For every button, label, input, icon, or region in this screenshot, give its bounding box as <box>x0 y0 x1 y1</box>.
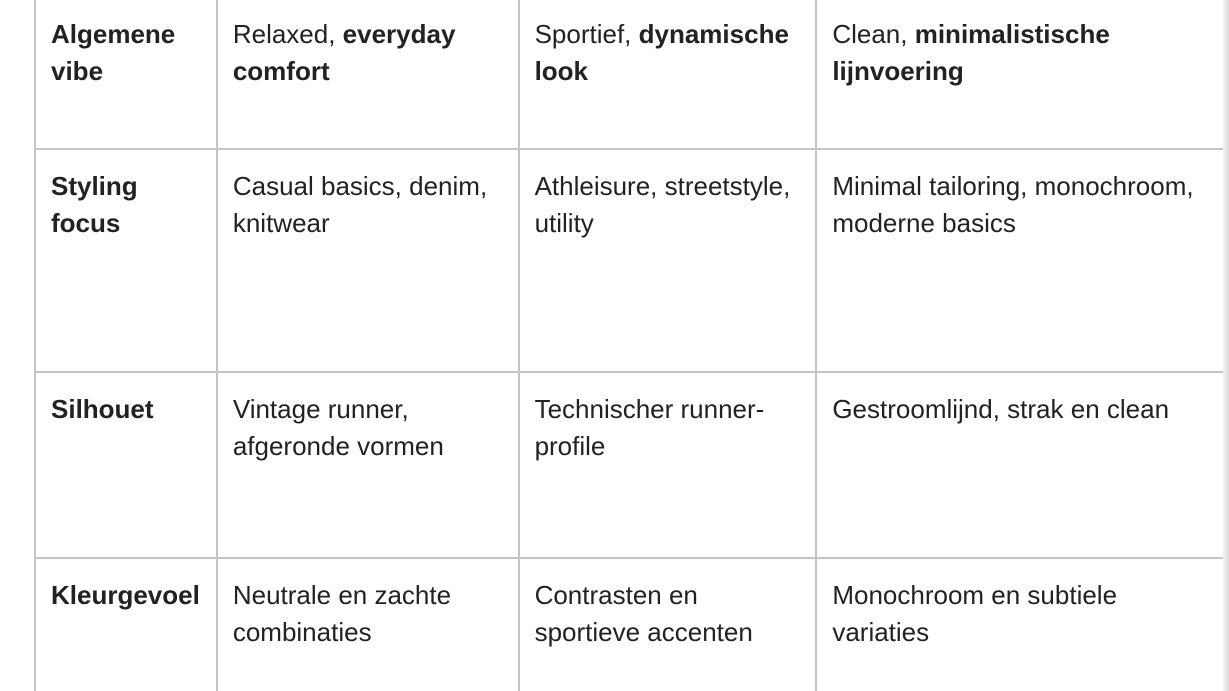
table-cell <box>519 149 817 372</box>
table-cell <box>816 372 1228 558</box>
table-cell <box>816 0 1228 149</box>
cell-text: Sportief, <box>534 19 639 49</box>
row-header: Styling focus <box>35 149 217 372</box>
cell-text-bold: dynamische look <box>534 19 789 86</box>
cell-text: Contrasten en sportieve accenten <box>534 580 753 647</box>
cell-text: Technischer runner-profile <box>534 394 765 461</box>
row-header: Kleurgevoel <box>35 558 217 691</box>
cell-text: Minimal tailoring, monochroom, moderne basics <box>832 171 1194 238</box>
table-cell <box>519 558 817 691</box>
cell-text: Monochroom en subtiele variaties <box>832 580 1118 647</box>
cell-text: Casual basics, denim, knitwear <box>232 171 488 238</box>
cell-text: Gestroomlijnd, strak en clean <box>832 394 1170 424</box>
cell-text: Vintage runner, afgeronde vormen <box>232 394 444 461</box>
table-cell <box>217 0 519 149</box>
table-cell <box>519 0 817 149</box>
row-header: Silhouet <box>35 372 217 558</box>
cell-text-bold: minimalistische lijnvoering <box>832 19 1110 86</box>
table-row-algemene-vibe <box>35 0 1228 149</box>
table-cell <box>816 558 1228 691</box>
table-row-kleurgevoel <box>35 558 1228 691</box>
table-cell <box>217 149 519 372</box>
cell-text: Athleisure, streetstyle, utility <box>534 171 791 238</box>
adjacent-panel-edge <box>1223 0 1229 691</box>
cell-text: Relaxed, <box>232 19 343 49</box>
cell-text-bold: everyday comfort <box>232 19 456 86</box>
comparison-table <box>34 0 1229 691</box>
table-cell <box>217 558 519 691</box>
table-row-silhouet <box>35 372 1228 558</box>
table-row-styling-focus <box>35 149 1228 372</box>
table-cell <box>816 149 1228 372</box>
cell-text: Neutrale en zachte combinaties <box>232 580 452 647</box>
table-cell <box>217 372 519 558</box>
row-header: Algemene vibe <box>35 0 217 149</box>
table-cell <box>519 372 817 558</box>
cell-text: Clean, <box>832 19 915 49</box>
